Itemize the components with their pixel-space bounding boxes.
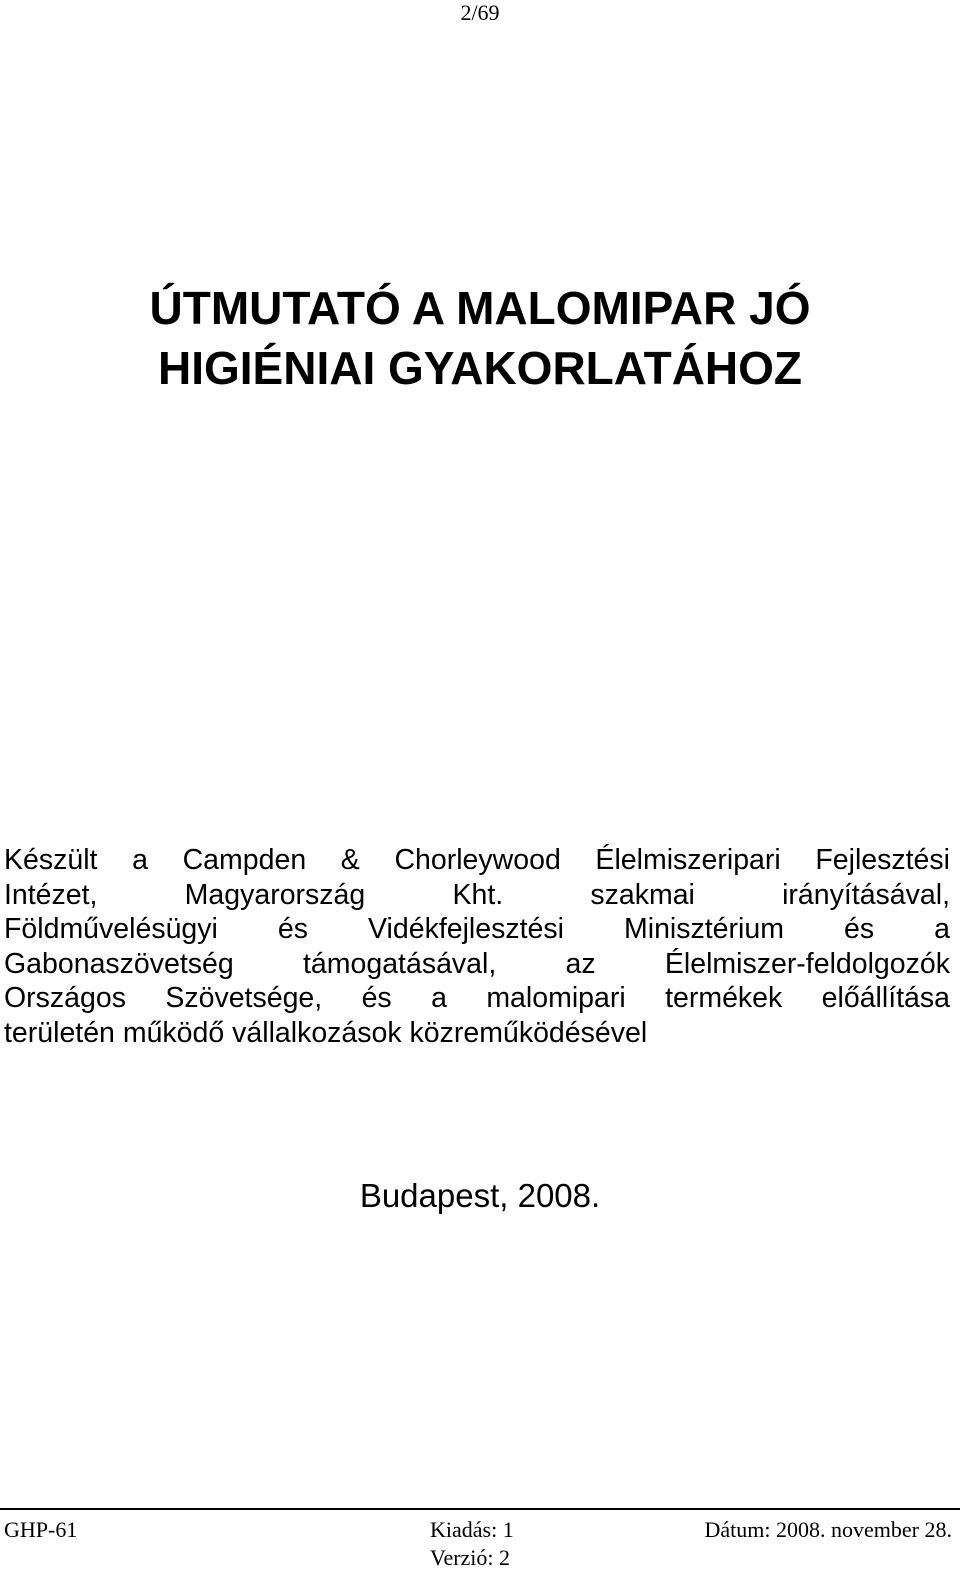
intro-line: Gabonaszövetség támogatásával, az Élelmiszer-feldolgozók: [4, 947, 950, 980]
footer-issue: Kiadás: 1: [430, 1517, 514, 1542]
intro-line: Készült a Campden & Chorleywood Élelmiszeripari Fejlesztési: [4, 844, 950, 876]
footer-issue-block: [430, 1516, 514, 1572]
document-title: [0, 278, 960, 398]
intro-line: Országos Szövetsége, és a malomipari termékek előállítása: [4, 982, 950, 1014]
document-title-line-1: ÚTMUTATÓ A MALOMIPAR JÓ: [149, 282, 811, 334]
intro-line: területén működő vállalkozások közreműködésével: [4, 1016, 648, 1049]
intro-line: Intézet, Magyarország Kht. szakmai irányításával,: [4, 878, 950, 911]
footer-divider: [0, 1508, 960, 1510]
place-date: Budapest, 2008.: [359, 1177, 601, 1214]
intro-line: Földművelésügyi és Vidékfejlesztési Minisztérium és a: [4, 913, 950, 945]
document-title-line-2: HIGIÉNIAI GYAKORLATÁHOZ: [157, 342, 803, 394]
footer-version: Verzió: 2: [430, 1545, 511, 1570]
intro-paragraph: [4, 843, 950, 1050]
page-number: 2/69: [460, 0, 500, 25]
footer-date: Dátum: 2008. november 28.: [704, 1517, 952, 1542]
footer-doc-code: GHP-61: [4, 1517, 78, 1542]
page-footer: [0, 1516, 960, 1576]
